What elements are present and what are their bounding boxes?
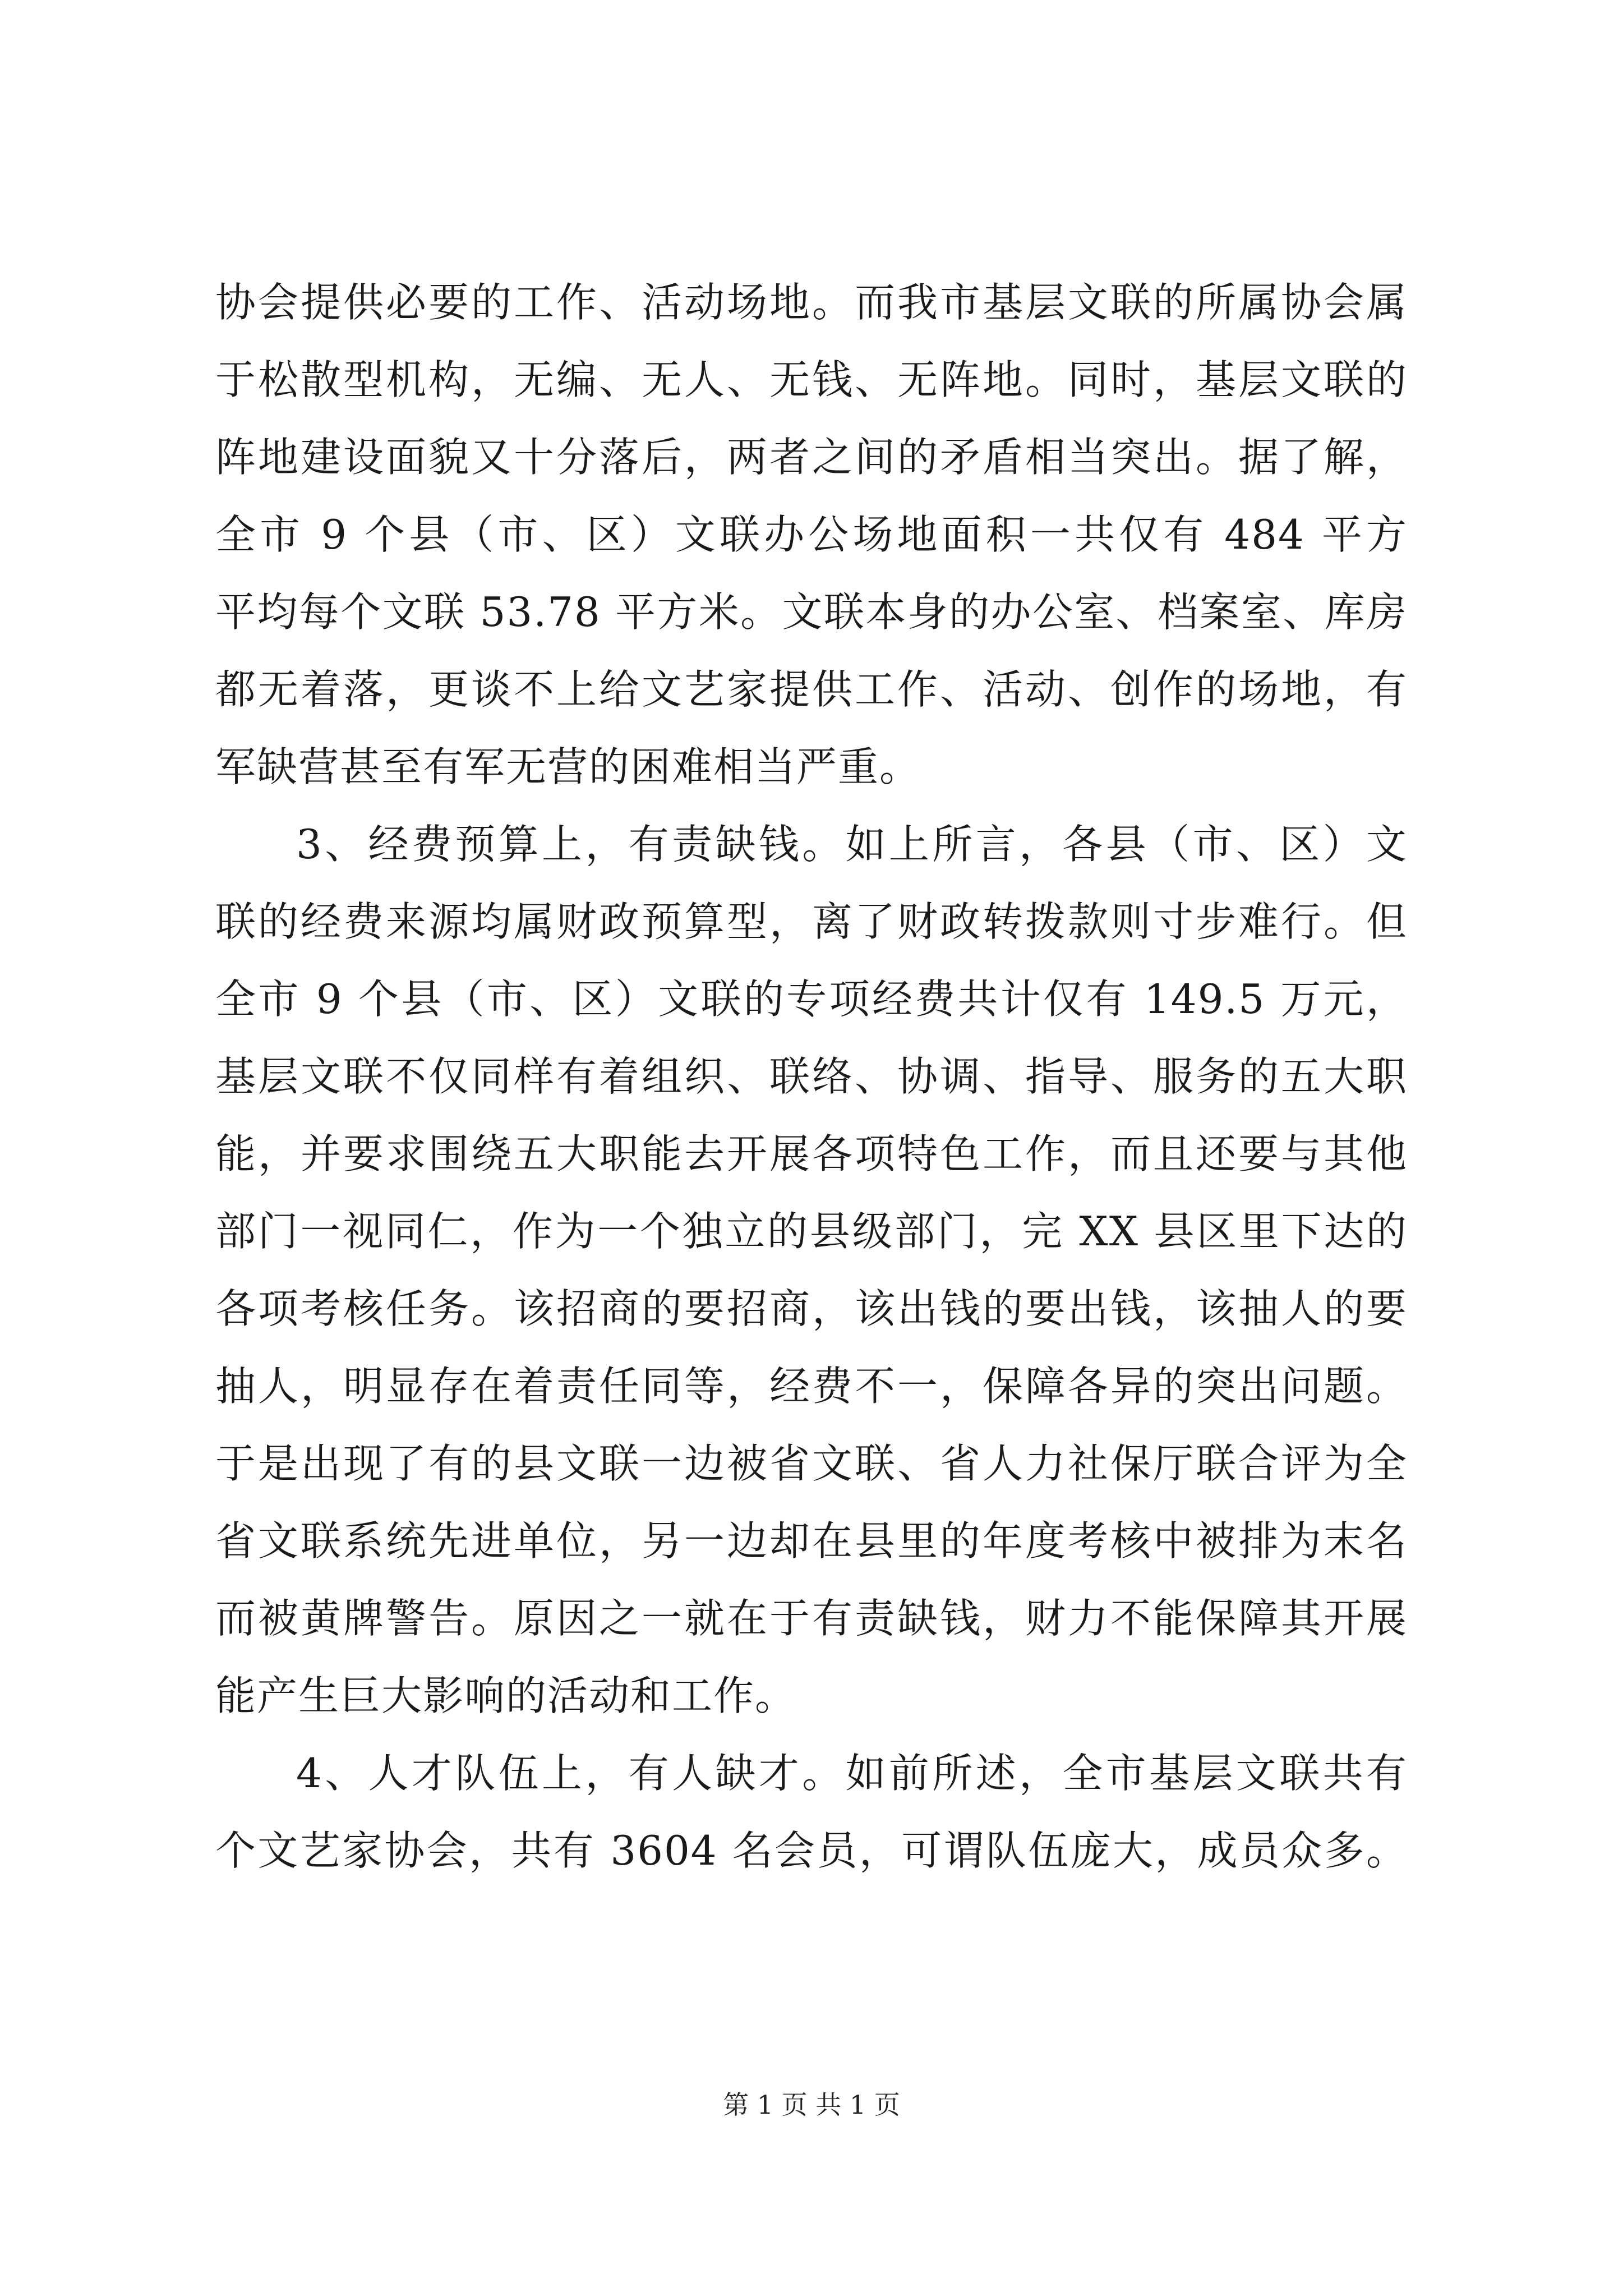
paragraph-start-line: 3、经费预算上，有责缺钱。如上所言，各县（市、区）文	[296, 821, 1408, 868]
text-line: 全市 9 个县（市、区）文联办公场地面积一共仅有 484 平方	[215, 511, 1408, 558]
text-line: 各项考核任务。该招商的要招商，该出钱的要出钱，该抽人的要	[215, 1285, 1408, 1332]
text-line: 部门一视同仁，作为一个独立的县级部门，完 XX 县区里下达的	[215, 1208, 1408, 1255]
text-line: 协会提供必要的工作、活动场地。而我市基层文联的所属协会属	[215, 279, 1408, 326]
text-line: 而被黄牌警告。原因之一就在于有责缺钱，财力不能保障其开展	[215, 1595, 1408, 1642]
text-line: 能产生巨大影响的活动和工作。	[215, 1672, 797, 1719]
text-line: 于松散型机构，无编、无人、无钱、无阵地。同时，基层文联的	[215, 356, 1408, 403]
text-line: 全市 9 个县（市、区）文联的专项经费共计仅有 149.5 万元，	[215, 976, 1408, 1023]
text-line: 省文联系统先进单位，另一边却在县里的年度考核中被排为末名	[215, 1517, 1408, 1565]
text-line: 都无着落，更谈不上给文艺家提供工作、活动、创作的场地，有	[215, 666, 1408, 713]
page-footer: 第 1 页 共 1 页	[723, 2090, 900, 2120]
text-line: 抽人，明显存在着责任同等，经费不一，保障各异的突出问题。	[215, 1363, 1408, 1410]
text-line: 军缺营甚至有军无营的困难相当严重。	[215, 743, 921, 790]
text-line: 平均每个文联 53.78 平方米。文联本身的办公室、档案室、库房	[215, 588, 1408, 636]
document-body	[215, 264, 1408, 1889]
text-line: 阵地建设面貌又十分落后，两者之间的矛盾相当突出。据了解，	[215, 434, 1408, 481]
text-line: 基层文联不仅同样有着组织、联络、协调、指导、服务的五大职	[215, 1053, 1408, 1100]
paragraph-start-line: 4、人才队伍上，有人缺才。如前所述，全市基层文联共有	[296, 1750, 1408, 1797]
text-line: 个文艺家协会，共有 3604 名会员，可谓队伍庞大，成员众多。	[215, 1827, 1408, 1874]
text-line: 能，并要求围绕五大职能去开展各项特色工作，而且还要与其他	[215, 1130, 1408, 1177]
text-line: 联的经费来源均属财政预算型，离了财政转拨款则寸步难行。但	[215, 898, 1408, 945]
text-line: 于是出现了有的县文联一边被省文联、省人力社保厅联合评为全	[215, 1440, 1408, 1487]
